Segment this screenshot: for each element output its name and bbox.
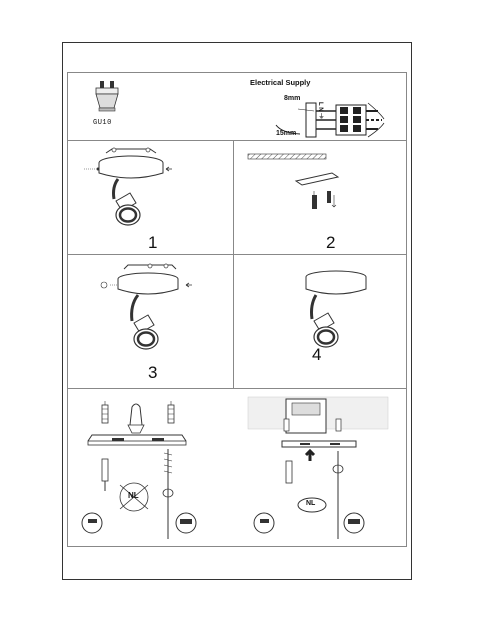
- step-3-panel: [68, 255, 233, 388]
- instruction-sheet: [62, 42, 412, 580]
- nl-label-crossed: NL: [128, 491, 139, 500]
- mounting-illustration: [68, 389, 406, 547]
- mounting-panel: [68, 389, 406, 547]
- header-panel: [68, 73, 406, 140]
- step-1-panel: [68, 141, 233, 254]
- installed-spotlight-illustration: [234, 255, 406, 388]
- nl-label: NL: [306, 500, 316, 507]
- ceiling-bracket-illustration: [234, 141, 406, 254]
- step-4-panel: [234, 255, 406, 388]
- terminal-labels: L N ⏚: [317, 102, 323, 120]
- electrical-supply-title: Electrical Supply: [250, 78, 311, 87]
- step-number: 2: [326, 233, 336, 252]
- step-number: 4: [312, 345, 322, 364]
- strip-8mm-label: 8mm: [284, 95, 301, 102]
- strip-15mm-label: 15mm: [276, 130, 297, 137]
- instruction-grid: [67, 72, 407, 547]
- bulb-label: GU10: [93, 119, 112, 127]
- gu10-bulb-icon: [68, 73, 406, 140]
- step-2-panel: [234, 141, 406, 254]
- step-number: 3: [148, 363, 158, 382]
- step-number: 1: [148, 233, 158, 252]
